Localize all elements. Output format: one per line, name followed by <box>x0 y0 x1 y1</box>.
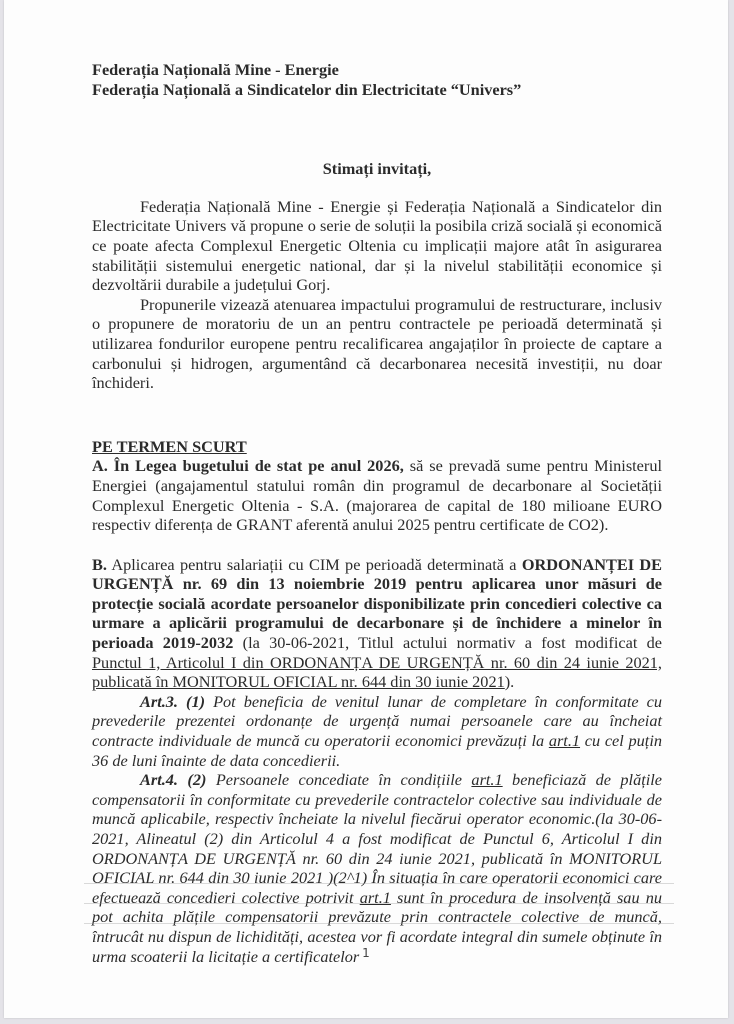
point-b-text-2: (la 30-06-2021, Titlul actului normativ a fost modificat de <box>233 633 663 653</box>
scan-artifact-line <box>84 883 674 884</box>
document-page <box>4 0 728 1018</box>
point-a-text: să se prevadă sume pentru Ministerul Energiei (angajamentul statului român din programul de decarbonare al Societății Complexul Energetic Oltenia - S.A. (majorarea de capital de 180 milioane EURO respectiv diferența de GRANT aferentă anului 2025 pentru certificate de CO2). <box>92 456 662 535</box>
scan-artifact-line <box>84 903 674 904</box>
point-b-ordinance-title: ORDONANȚEI DE URGENȚĂ nr. 69 din 13 noiembrie 2019 pentru aplicarea unor măsuri de protecție socială acordate persoanelor disponibilizate prin concedieri colective ca urmare a aplicării programului de decarbonare și de închidere a minelor în perioada 2019-2032 <box>92 554 662 653</box>
header-federation-mine-energie: Federația Națională Mine - Energie <box>92 60 339 79</box>
section-title-short-term: PE TERMEN SCURT <box>92 436 247 456</box>
point-b-text-1: Aplicarea pentru salariații cu CIM pe perioadă determinată a <box>106 554 522 574</box>
article-3-text-2: cu cel puțin 36 de luni înainte de data concedierii. <box>92 731 662 770</box>
point-b-label: B. <box>92 554 107 574</box>
article-4-text-2: beneficiază de plățile compensatorii în conformitate cu prevederile contractelor colective sau individuale de muncă aplicabile, respectiv încheiate la nivelul fiecărui operator economic.(la 30-06-2021, Alineatul (2) din Articolul 4 a fost modificat de Punctul 6, Articolul I din ORDONANȚA DE URGENȚĂ nr. 60 din 24 iunie 2021, publicată în MONITORUL OFICIAL nr. 644 din 30 iunie 2021 )(2^1) În situația în care operatorii economici care efectuează concedieri colective potrivit <box>92 770 663 907</box>
page-number: 1 <box>362 946 370 960</box>
point-b <box>92 555 662 692</box>
article-4-art1-link-2[interactable]: art.1 <box>359 887 391 907</box>
document-body <box>92 60 662 966</box>
point-b-text-3: ). <box>504 672 515 692</box>
article-3-label: Art.3. (1) <box>140 691 206 711</box>
intro-paragraph-1: Federația Națională Mine - Energie și Federația Națională a Sindicatelor din Electricitate Univers vă propune o serie de soluții la posibila criză socială și economică ce poate afecta Complexul Energetic Oltenia cu implicații majore atât în asigurarea stabilității sistemului energetic national, dar și la nivelul stabilității economice și dezvoltării durabile a județului Gorj. <box>92 196 662 295</box>
greeting: Stimați invitați, <box>322 159 432 179</box>
point-a-heading: A. În Legea bugetului de stat pe anul 2026, <box>92 456 404 476</box>
point-a <box>92 456 662 534</box>
article-4 <box>92 770 662 966</box>
intro-paragraph-2: Propunerile vizează atenuarea impactului programului de restructurare, inclusiv o propunere de moratoriu de un an pentru contractele pe perioadă determinată și utilizarea fondurilor europene pentru recalificarea angajaților în proiecte de captare a carbonului și hidrogen, argumentând că decarbonarea necesită investiții, nu doar închideri. <box>92 294 662 393</box>
scan-artifact-line <box>84 923 674 924</box>
header-federation-univers: Federația Națională a Sindicatelor din Electricitate “Univers” <box>92 79 522 99</box>
article-3-text-1: Pot beneficia de venitul lunar de completare în conformitate cu prevederile prezentei ordonanțe de urgență numai persoanele care au încheiat contracte individuale de muncă cu operatorii economici prevăzuți la <box>92 691 662 751</box>
article-4-label: Art.4. (2) <box>140 770 207 790</box>
point-b-reference-link[interactable]: Punctul 1, Articolul I din ORDONANȚA DE URGENȚĂ nr. 60 din 24 iunie 2021, publicată în MONITORUL OFICIAL nr. 644 din 30 iunie 2021 <box>92 652 662 692</box>
article-3 <box>92 692 662 770</box>
article-4-art1-link-1[interactable]: art.1 <box>471 770 503 790</box>
article-4-text-1: Persoanele concediate în condițiile <box>206 770 472 790</box>
article-3-art1-link[interactable]: art.1 <box>548 731 581 751</box>
article-4-text-3: sunt în procedura de insolvență sau nu pot achita plățile compensatorii prevăzute prin contractele colective de muncă, întrucât nu dispun de lichidități, acestea vor fi acordate integral din sumele obținute în urma scoaterii la licitație a certificatelor <box>92 887 662 966</box>
